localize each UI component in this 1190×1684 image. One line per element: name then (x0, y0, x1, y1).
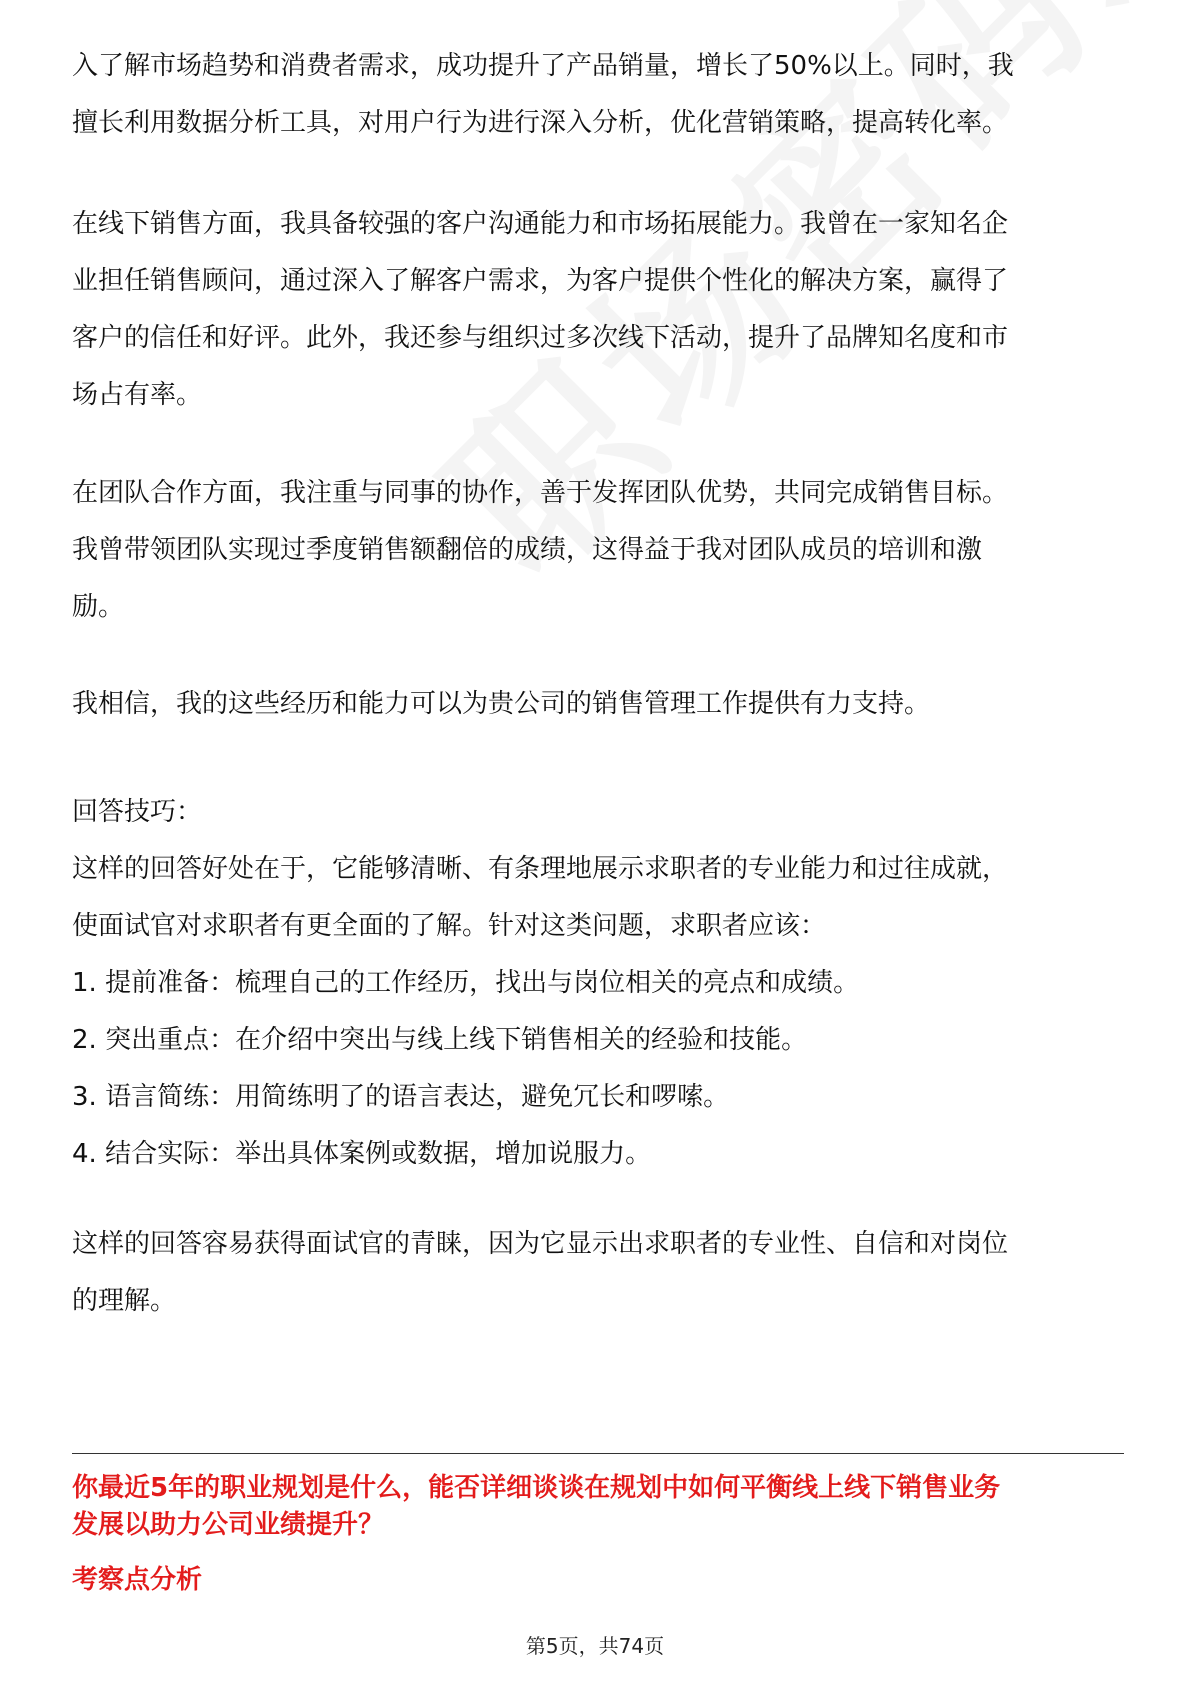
question-line: 发展以助力公司业绩提升？ (72, 1510, 385, 1540)
answer-tips-section (72, 784, 1132, 1183)
paragraph-offline-sales (72, 196, 1132, 424)
interview-question (72, 1470, 1132, 1544)
tip-item: 2. 突出重点：在介绍中突出与线上线下销售相关的经验和技能。 (72, 1025, 808, 1055)
text-line: 励。 (72, 592, 125, 622)
question-line: 你最近5年的职业规划是什么，能否详细谈谈在规划中如何平衡线上线下销售业务 (72, 1473, 1001, 1503)
text-line: 业担任销售顾问，通过深入了解客户需求，为客户提供个性化的解决方案，赢得了 (72, 266, 1009, 296)
paragraph-summary (72, 1216, 1132, 1330)
divider (72, 1453, 1124, 1454)
text-line: 的理解。 (72, 1286, 177, 1316)
tips-heading: 回答技巧： (72, 797, 203, 827)
text-line: 我曾带领团队实现过季度销售额翻倍的成绩，这得益于我对团队成员的培训和激 (72, 535, 983, 565)
text-line: 客户的信任和好评。此外，我还参与组织过多次线下活动，提升了品牌知名度和市 (72, 323, 1009, 353)
text-line: 我相信，我的这些经历和能力可以为贵公司的销售管理工作提供有力支持。 (72, 689, 931, 719)
paragraph-conclusion (72, 676, 1132, 733)
text-line: 这样的回答容易获得面试官的青睐，因为它显示出求职者的专业性、自信和对岗位 (72, 1229, 1009, 1259)
tip-item: 1. 提前准备：梳理自己的工作经历，找出与岗位相关的亮点和成绩。 (72, 968, 860, 998)
page-number: 第5页，共74页 (525, 1634, 665, 1658)
tip-item: 4. 结合实际：举出具体案例或数据，增加说服力。 (72, 1139, 652, 1169)
text-line: 在线下销售方面，我具备较强的客户沟通能力和市场拓展能力。我曾在一家知名企 (72, 209, 1009, 239)
text-line: 这样的回答好处在于，它能够清晰、有条理地展示求职者的专业能力和过往成就， (72, 854, 1009, 884)
text-line: 在团队合作方面，我注重与同事的协作，善于发挥团队优势，共同完成销售目标。 (72, 478, 1009, 508)
text-line: 使面试官对求职者有更全面的了解。针对这类问题，求职者应该： (72, 911, 827, 941)
text-line: 入了解市场趋势和消费者需求，成功提升了产品销量，增长了50%以上。同时，我 (72, 51, 1014, 81)
section-heading: 考察点分析 (72, 1565, 203, 1595)
text-line: 擅长利用数据分析工具，对用户行为进行深入分析，优化营销策略，提高转化率。 (72, 108, 1009, 138)
paragraph-online-sales-continued (72, 38, 1132, 152)
tip-item: 3. 语言简练：用简练明了的语言表达，避免冗长和啰嗦。 (72, 1082, 730, 1112)
text-line: 场占有率。 (72, 380, 203, 410)
paragraph-teamwork (72, 465, 1132, 636)
